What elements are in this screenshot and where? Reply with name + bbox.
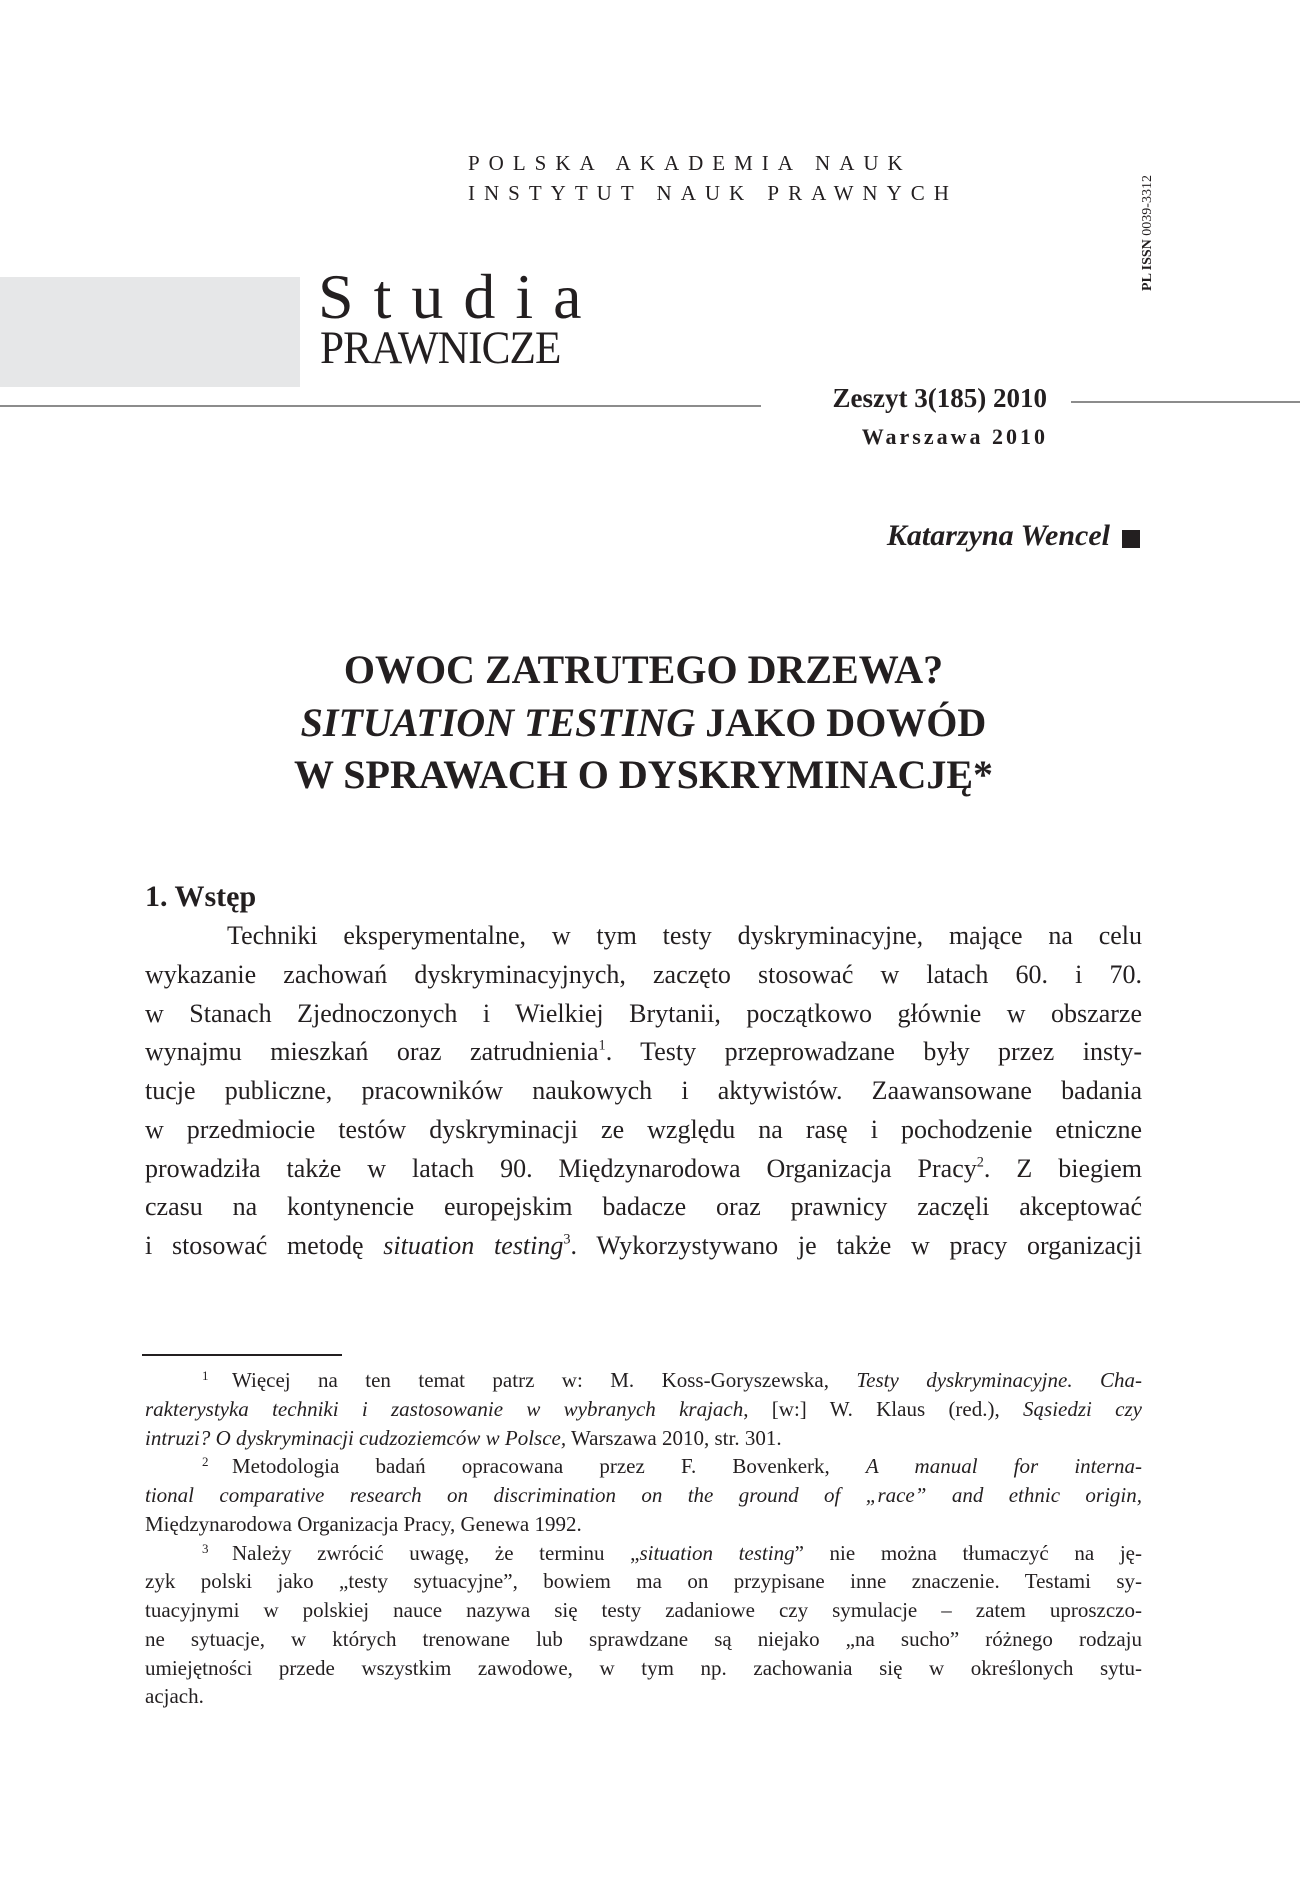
footnote-italic: Sąsiedzi czy (1023, 1396, 1142, 1421)
footnote-text: Więcej na ten temat patrz w: M. Koss-Goryszewska, (232, 1368, 857, 1392)
issn-prefix: PL ISSN (1140, 239, 1155, 291)
body-paragraph (145, 917, 1142, 1266)
issn-label (1137, 157, 1159, 309)
footnote-italic: situation testing (639, 1540, 795, 1565)
footnote-2-line (145, 1510, 1142, 1539)
footnote-italic: Testy dyskryminacyjne. Cha- (856, 1368, 1142, 1392)
footnote-text: Warszawa 2010, str. 301. (566, 1425, 782, 1450)
footnote-ref-3[interactable]: 3 (563, 1231, 571, 1248)
body-text: prowadziła także w latach 90. Międzynarodowa Organizacja Pracy (145, 1153, 977, 1183)
body-line: tucje publiczne, pracowników naukowych i aktywistów. Zaawansowane badania (145, 1076, 1142, 1105)
footnote-1-line: 1 Więcej na ten temat patrz w: M. Koss-Goryszewska, Testy dyskryminacyjne. Cha- (202, 1368, 1142, 1392)
body-line (145, 1150, 1142, 1189)
footnote-ref-1[interactable]: 1 (598, 1037, 606, 1054)
author-name: Katarzyna Wencel (886, 519, 1110, 552)
footnote-1-line (145, 1395, 1142, 1424)
author-square-marker (1122, 530, 1140, 548)
journal-title-studia: Studia (318, 261, 602, 332)
footnote-2-line: 2 Metodologia badań opracowana przez F. Bovenkerk, A manual for interna- (202, 1454, 1142, 1479)
footnote-text: , [w:] W. Klaus (red.), (743, 1396, 1024, 1421)
body-text: . Testy przeprowadzane były przez insty- (605, 1037, 1142, 1067)
journal-gray-block (0, 277, 300, 387)
footnote-italic: intruzi? O dyskryminacji cudzoziemców w Polsce, (145, 1425, 567, 1450)
body-line (145, 1033, 1142, 1072)
footnote-separator (142, 1354, 342, 1356)
body-line: w Stanach Zjednoczonych i Wielkiej Brytanii, początkowo głównie w obszarze (145, 998, 1142, 1028)
issue-place-year: Warszawa 2010 (861, 424, 1048, 449)
article-title (145, 644, 1142, 802)
body-text: wynajmu mieszkań oraz zatrudnienia (145, 1037, 599, 1067)
footnote-italic: rakterystyka techniki i zastosowanie w wybranych krajach (145, 1396, 744, 1421)
footnote-text: Należy zwrócić uwagę, że terminu „ (232, 1540, 640, 1565)
body-line (145, 1227, 1142, 1266)
issue-number: Zeszyt 3(185) 2010 (832, 383, 1047, 413)
footnote-3-line: umiejętności przede wszystkim zawodowe, w tym np. zachowania się w określonych sytu- (145, 1655, 1142, 1680)
footnote-2-line (145, 1481, 1142, 1510)
footnote-3-line: 3 Należy zwrócić uwagę, że terminu „situation testing” nie można tłumaczyć na ję- (202, 1540, 1142, 1565)
title-italic-term: SITUATION TESTING (300, 699, 696, 745)
footnote-text: ” nie można tłumaczyć na ję- (794, 1540, 1142, 1565)
footnote-text: Metodologia badań opracowana przez F. Bovenkerk, (232, 1454, 866, 1479)
issn-number: 0039-3312 (1140, 175, 1155, 236)
footnote-3-line: tuacyjnymi w polskiej nauce nazywa się testy zadaniowe czy symulacje – zatem uproszczo- (145, 1598, 1142, 1622)
title-line-2 (145, 697, 1142, 750)
footnote-3-line: zyk polski jako „testy sytuacyjne”, bowiem ma on przypisane inne znaczenie. Testami sy- (145, 1569, 1142, 1594)
title-line-3: W SPRAWACH O DYSKRYMINACJĘ* (293, 752, 994, 797)
body-line: Techniki eksperymentalne, w tym testy dyskryminacyjne, mające na celu (227, 921, 1142, 950)
header-rule-left (0, 405, 761, 407)
footnote-ref-2[interactable]: 2 (976, 1153, 984, 1170)
title-line-1: OWOC ZATRUTEGO DRZEWA? (343, 647, 944, 692)
footnote-text: Międzynarodowa Organizacja Pracy, Genewa 1992. (145, 1511, 582, 1536)
title-line-2-rest: JAKO DOWÓD (705, 699, 987, 745)
body-italic-term: situation testing (383, 1231, 564, 1260)
footnote-3-line: acjach. (145, 1684, 204, 1709)
section-heading: 1. Wstęp (145, 880, 257, 913)
body-line: wykazanie zachowań dyskryminacyjnych, zaczęto stosować w latach 60. i 70. (145, 959, 1142, 989)
footnotes (145, 1366, 1142, 1711)
header-rule-right (1071, 401, 1300, 403)
footnote-italic: A manual for interna- (865, 1454, 1142, 1479)
institution-name: POLSKA AKADEMIA NAUK (468, 151, 912, 175)
body-text: . Z biegiem (983, 1153, 1142, 1183)
body-line: czasu na kontynencie europejskim badacze oraz prawnicy zaczęli akceptować (145, 1192, 1142, 1222)
body-text: . Wykorzystywano je także w pracy organizacji (570, 1231, 1142, 1260)
footnote-3-line: ne sytuacje, w których trenowane lub sprawdzane są niejako „na sucho” różnego rodzaju (145, 1626, 1142, 1651)
footnote-italic: tional comparative research on discrimination on the ground of „race” and ethnic origin, (145, 1483, 1142, 1507)
body-line: w przedmiocie testów dyskryminacji ze względu na rasę i pochodzenie etniczne (145, 1114, 1142, 1144)
footnote-1-line (145, 1424, 1142, 1453)
journal-title-prawnicze: PRAWNICZE (320, 322, 561, 374)
institute-name: INSTYTUT NAUK PRAWNYCH (468, 181, 958, 205)
body-text: i stosować metodę (145, 1231, 384, 1260)
